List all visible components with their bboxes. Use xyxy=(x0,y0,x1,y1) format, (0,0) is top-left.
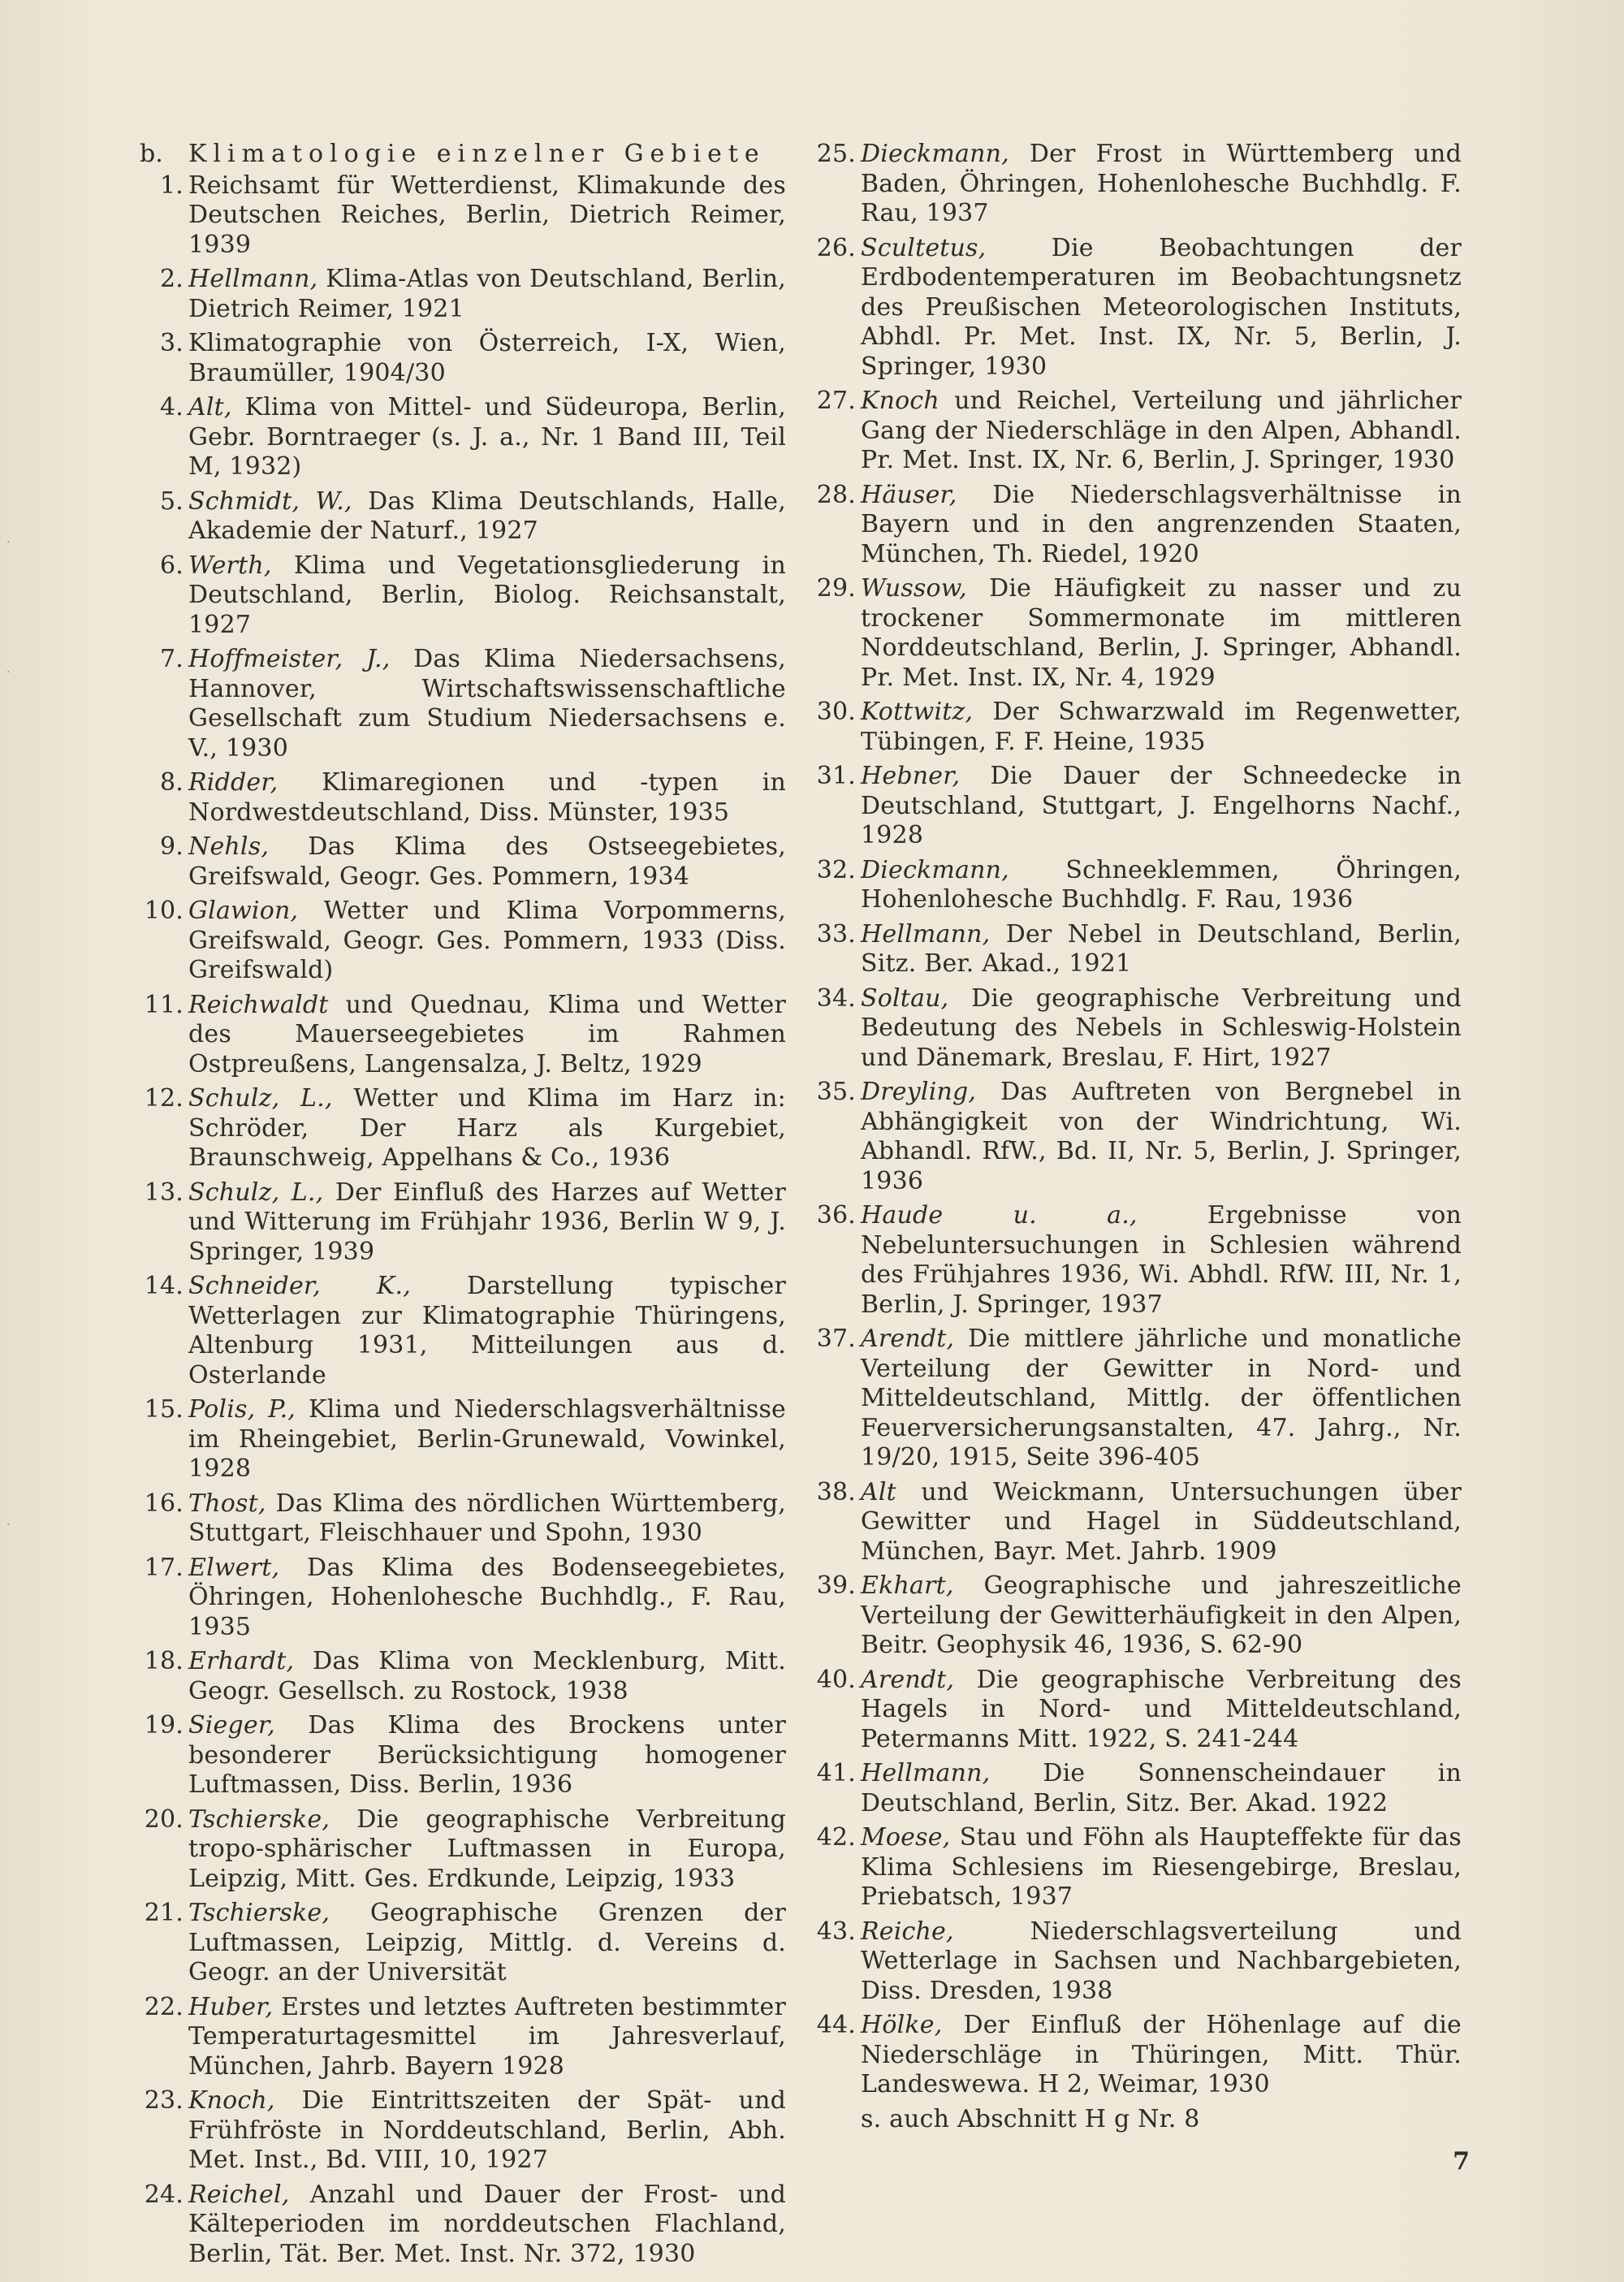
entry-number: 40. xyxy=(816,1665,856,1694)
bibliography-entry xyxy=(812,1917,1462,2007)
scan-edge-mark: · xyxy=(6,666,11,679)
entry-author: Erhardt, xyxy=(188,1647,295,1675)
entry-number: 31. xyxy=(816,762,856,790)
entry-number: 18. xyxy=(144,1647,184,1675)
bibliography-entry xyxy=(140,1084,786,1173)
section-letter: b. xyxy=(140,140,163,168)
bibliography-entry xyxy=(140,487,786,547)
bibliography-entry xyxy=(812,481,1462,570)
entry-author: Knoch xyxy=(861,387,939,415)
entry-text: Geographische Grenzen der Luftmassen, Leipzig, Mittlg. d. Vereins d. Geogr. an der Universität xyxy=(188,1899,786,1986)
entry-author: Thost, xyxy=(188,1489,266,1518)
entry-text: Die Eintrittszeiten der Spät- und Frühfröste in Norddeutschland, Berlin, Abh. Met. Inst., Bd. VIII, 10, 1927 xyxy=(188,2086,786,2174)
entry-author: Dieckmann, xyxy=(861,855,1009,884)
entry-author: Knoch, xyxy=(188,2086,275,2115)
entry-author: Tschierske, xyxy=(188,1804,330,1834)
left-bibliography-list xyxy=(140,171,786,2270)
entry-author: Schneider, K., xyxy=(188,1272,411,1300)
entry-text: Der Frost in Württemberg und Baden, Öhringen, Hohenlohesche Buchhdlg. F. Rau, 1937 xyxy=(861,140,1462,227)
entry-text: Der Schwarzwald im Regenwetter, Tübingen, F. F. Heine, 1935 xyxy=(861,698,1462,756)
bibliography-entry xyxy=(812,1666,1462,1755)
entry-text: Das Klima von Mecklenburg, Mitt. Geogr. Gesellsch. zu Rostock, 1938 xyxy=(188,1647,786,1705)
section-title: Klimatologie einzelner Gebiete xyxy=(188,140,766,168)
bibliography-entry xyxy=(140,1272,786,1390)
bibliography-entry xyxy=(140,1899,786,1988)
bibliography-entry xyxy=(140,768,786,828)
entry-author: Werth, xyxy=(188,551,272,580)
entry-author: Haude u. a., xyxy=(861,1201,1138,1230)
bibliography-entry xyxy=(812,1325,1462,1473)
entry-number: 9. xyxy=(159,832,184,861)
section-heading xyxy=(140,140,786,170)
entry-text: Klima-Atlas von Deutschland, Berlin, Dietrich Reimer, 1921 xyxy=(188,265,786,323)
entry-text: Das Klima des nördlichen Württemberg, Stuttgart, Fleischhauer und Spohn, 1930 xyxy=(188,1489,786,1547)
bibliography-entry xyxy=(140,1647,786,1706)
entry-text: Stau und Föhn als Haupteffekte für das Klima Schlesiens im Riesengebirge, Breslau, Priebatsch, 1937 xyxy=(861,1823,1462,1911)
entry-text: Geographische und jahreszeitliche Verteilung der Gewitterhäufigkeit in den Alpen, Beitr. Geophysik 46, 1936, S. 62-90 xyxy=(861,1571,1462,1659)
entry-text: Wetter und Klima Vorpommerns, Greifswald, Geogr. Ges. Pommern, 1933 (Diss. Greifswald) xyxy=(188,897,786,984)
entry-text: Das Klima Niedersachsens, Hannover, Wirtschaftswissenschaftliche Gesellschaft zum Studium Niedersachsens e. V., 1930 xyxy=(188,645,786,763)
entry-author: Soltau, xyxy=(861,983,949,1013)
bibliography-entry xyxy=(140,1993,786,2082)
entry-text: Wetter und Klima im Harz in: Schröder, Der Harz als Kurgebiet, Braunschweig, Appelhans & Co., 1936 xyxy=(188,1084,786,1172)
entry-text: Die Häufigkeit zu nasser und zu trockener Sommermonate im mittleren Norddeutschland, Berlin, J. Springer, Abhandl. Pr. Met. Inst. IX, Nr. 4, 1929 xyxy=(861,574,1462,692)
bibliography-entry xyxy=(140,329,786,388)
entry-text: Das Auftreten von Bergnebel in Abhängigkeit von der Windrichtung, Wi. Abhandl. RfW., Bd. II, Nr. 5, Berlin, J. Springer, 1936 xyxy=(861,1078,1462,1195)
scan-edge-mark: · xyxy=(6,1519,11,1532)
entry-number: 13. xyxy=(144,1178,184,1207)
entry-text: Die mittlere jährliche und monatliche Verteilung der Gewitter in Nord- und Mitteldeutschland, Mittlg. der öffentlichen Feuerversicherungsanstalten, 47. Jahrg., Nr. 19/20, 1915, Seite 396-405 xyxy=(861,1325,1462,1472)
bibliography-entry xyxy=(140,1178,786,1268)
entry-author: Schulz, L., xyxy=(188,1084,333,1113)
entry-text: Die geographische Verbreitung und Bedeutung des Nebels in Schleswig-Holstein und Dänemark, Breslau, F. Hirt, 1927 xyxy=(861,983,1462,1072)
entry-author: Häuser, xyxy=(861,480,957,509)
left-column xyxy=(140,140,786,2274)
entry-text: Der Einfluß der Höhenlage auf die Niederschläge in Thüringen, Mitt. Thür. Landeswewa. H 2, Weimar, 1930 xyxy=(861,2011,1462,2098)
scan-edge-mark: · xyxy=(6,536,11,549)
bibliography-entry xyxy=(140,1395,786,1485)
entry-author: Alt, xyxy=(188,393,232,421)
entry-author: Hellmann, xyxy=(861,1759,991,1787)
bibliography-entry xyxy=(140,645,786,763)
entry-number: 5. xyxy=(159,486,184,516)
entry-author: Hellmann, xyxy=(861,919,991,949)
entry-number: 7. xyxy=(159,645,184,673)
entry-text: Die Dauer der Schneedecke in Deutschland, Stuttgart, J. Engelhorns Nachf., 1928 xyxy=(861,762,1462,849)
entry-author: Hoffmeister, J., xyxy=(188,645,391,673)
bibliography-entry xyxy=(812,574,1462,693)
entry-number: 1. xyxy=(159,171,184,200)
entry-number: 39. xyxy=(816,1571,856,1600)
entry-author: Ridder, xyxy=(188,768,279,797)
entry-author: Moese, xyxy=(861,1823,951,1852)
entry-author: Wussow, xyxy=(861,574,967,603)
entry-number: 38. xyxy=(816,1477,856,1506)
entry-number: 27. xyxy=(816,387,856,415)
entry-text: Ergebnisse von Nebeluntersuchungen in Schlesien während des Frühjahres 1936, Wi. Abhdl. RfW. III, Nr. 1, Berlin, J. Springer, 1937 xyxy=(861,1201,1462,1319)
entry-number: 22. xyxy=(144,1992,184,2021)
bibliography-entry xyxy=(812,856,1462,915)
entry-author: Dieckmann, xyxy=(861,140,1009,168)
bibliography-entry xyxy=(812,1823,1462,1912)
entry-number: 15. xyxy=(144,1395,184,1424)
bibliography-entry xyxy=(812,984,1462,1074)
entry-number: 28. xyxy=(816,480,856,509)
bibliography-entry xyxy=(140,1805,786,1895)
entry-number: 16. xyxy=(144,1489,184,1518)
entry-number: 32. xyxy=(816,855,856,884)
entry-text: Klima von Mittel- und Südeuropa, Berlin, Gebr. Borntraeger (s. J. a., Nr. 1 Band III, Teil M, 1932) xyxy=(188,393,786,481)
bibliography-entry xyxy=(140,1489,786,1549)
entry-text: Das Klima des Ostseegebietes, Greifswald, Geogr. Ges. Pommern, 1934 xyxy=(188,832,786,891)
entry-author: Nehls, xyxy=(188,832,270,861)
entry-text: Die geographische Verbreitung tropo-sphärischer Luftmassen in Europa, Leipzig, Mitt. Ges. Erdkunde, Leipzig, 1933 xyxy=(188,1804,786,1893)
entry-author: Reiche, xyxy=(861,1917,954,1946)
entry-number: 26. xyxy=(816,233,856,262)
bibliography-entry xyxy=(812,1571,1462,1661)
entry-text: und Quednau, Klima und Wetter des Mauerseegebietes im Rahmen Ostpreußens, Langensalza, J. Beltz, 1929 xyxy=(188,990,786,1078)
entry-text: Klima und Vegetationsgliederung in Deutschland, Berlin, Biolog. Reichsanstalt, 1927 xyxy=(188,551,786,639)
entry-text: Der Einfluß des Harzes auf Wetter und Witterung im Frühjahr 1936, Berlin W 9, J. Springer, 1939 xyxy=(188,1178,786,1266)
entry-number: 14. xyxy=(144,1272,184,1300)
entry-number: 12. xyxy=(144,1084,184,1113)
bibliography-entry xyxy=(812,920,1462,979)
entry-author: Hölke, xyxy=(861,2011,943,2039)
entry-author: Polis, P., xyxy=(188,1395,296,1424)
entry-text: Reichsamt für Wetterdienst, Klimakunde des Deutschen Reiches, Berlin, Dietrich Reimer, 1939 xyxy=(188,171,786,259)
entry-number: 24. xyxy=(144,2180,184,2209)
entry-author: Alt xyxy=(861,1477,896,1506)
entry-text: Schneeklemmen, Öhringen, Hohenlohesche Buchhdlg. F. Rau, 1936 xyxy=(861,855,1462,914)
entry-number: 25. xyxy=(816,140,856,168)
bibliography-entry xyxy=(140,393,786,482)
bibliography-entry xyxy=(812,140,1462,229)
page-number: 7 xyxy=(1453,2147,1470,2176)
entry-author: Schmidt, W., xyxy=(188,486,352,516)
bibliography-entry xyxy=(812,234,1462,382)
entry-text: Niederschlagsverteilung und Wetterlage in Sachsen und Nachbargebieten, Diss. Dresden, 1938 xyxy=(861,1917,1462,2005)
entry-author: Kottwitz, xyxy=(861,698,974,726)
entry-text: Anzahl und Dauer der Frost- und Kälteperioden im norddeutschen Flachland, Berlin, Tät. Ber. Met. Inst. Nr. 372, 1930 xyxy=(188,2180,786,2268)
entry-number: 19. xyxy=(144,1711,184,1740)
bibliography-entry xyxy=(140,265,786,324)
bibliography-entry xyxy=(140,2086,786,2176)
entry-text: und Reichel, Verteilung und jährlicher Gang der Niederschläge in den Alpen, Abhandl. Pr. Met. Inst. IX, Nr. 6, Berlin, J. Springer, 1930 xyxy=(861,387,1462,474)
entry-text: Klimaregionen und -typen in Nordwestdeutschland, Diss. Münster, 1935 xyxy=(188,768,786,827)
entry-number: 20. xyxy=(144,1804,184,1834)
entry-text: Das Klima des Brockens unter besonderer Berücksichtigung homogener Luftmassen, Diss. Berlin, 1936 xyxy=(188,1711,786,1799)
bibliography-entry xyxy=(140,897,786,986)
entry-text: Die Beobachtungen der Erdbodentemperaturen im Beobachtungsnetz des Preußischen Meteorologischen Instituts, Abhdl. Pr. Met. Inst. IX, Nr. 5, Berlin, J. Springer, 1930 xyxy=(861,233,1462,381)
bibliography-entry xyxy=(140,1711,786,1800)
entry-number: 42. xyxy=(816,1823,856,1852)
entry-number: 10. xyxy=(144,897,184,925)
bibliography-entry xyxy=(140,832,786,892)
right-column xyxy=(812,140,1462,2134)
entry-text: Klima und Niederschlagsverhältnisse im Rheingebiet, Berlin-Grunewald, Vowinkel, 1928 xyxy=(188,1395,786,1483)
entry-number: 6. xyxy=(159,551,184,580)
bibliography-entry xyxy=(140,991,786,1080)
entry-number: 29. xyxy=(816,574,856,603)
entry-number: 11. xyxy=(144,990,184,1019)
entry-number: 23. xyxy=(144,2086,184,2115)
bibliography-entry xyxy=(812,698,1462,757)
entry-text: Das Klima Deutschlands, Halle, Akademie der Naturf., 1927 xyxy=(188,486,786,545)
entry-author: Elwert, xyxy=(188,1553,280,1582)
bibliography-entry xyxy=(140,551,786,641)
entry-text: Die geographische Verbreitung des Hagels in Nord- und Mitteldeutschland, Petermanns Mitt. 1922, S. 241-244 xyxy=(861,1665,1462,1753)
entry-text: Erstes und letztes Auftreten bestimmter Temperaturtagesmittel im Jahresverlauf, München, Jahrb. Bayern 1928 xyxy=(188,1992,786,2081)
entry-author: Sieger, xyxy=(188,1711,275,1740)
entry-number: 34. xyxy=(816,983,856,1013)
bibliography-entry xyxy=(812,1478,1462,1567)
bibliography-entry xyxy=(812,1759,1462,1818)
bibliography-entry xyxy=(140,171,786,261)
entry-number: 3. xyxy=(159,329,184,357)
entry-text: Die Sonnenscheindauer in Deutschland, Berlin, Sitz. Ber. Akad. 1922 xyxy=(861,1759,1462,1817)
entry-author: Dreyling, xyxy=(861,1078,977,1106)
entry-author: Arendt, xyxy=(861,1665,955,1694)
entry-author: Tschierske, xyxy=(188,1899,330,1927)
bibliography-entry xyxy=(140,1554,786,1643)
entry-number: 4. xyxy=(159,393,184,421)
entry-number: 35. xyxy=(816,1078,856,1106)
right-bibliography-list xyxy=(812,140,1462,2100)
entry-number: 2. xyxy=(159,265,184,293)
entry-author: Hebner, xyxy=(861,762,961,790)
entry-author: Reichwaldt xyxy=(188,990,329,1019)
bibliography-entry xyxy=(812,2011,1462,2100)
entry-number: 30. xyxy=(816,698,856,726)
entry-number: 17. xyxy=(144,1553,184,1582)
bibliography-entry xyxy=(812,387,1462,476)
bibliography-entry xyxy=(140,2180,786,2270)
entry-author: Hellmann, xyxy=(188,265,318,293)
bibliography-entry xyxy=(812,762,1462,851)
entry-number: 44. xyxy=(816,2011,856,2039)
entry-text: Die Niederschlagsverhältnisse in Bayern und in den angrenzenden Staaten, München, Th. Riedel, 1920 xyxy=(861,480,1462,568)
entry-number: 8. xyxy=(159,768,184,797)
entry-text: und Weickmann, Untersuchungen über Gewitter und Hagel in Süddeutschland, München, Bayr. Met. Jahrb. 1909 xyxy=(861,1477,1462,1566)
entry-author: Reichel, xyxy=(188,2180,290,2209)
entry-number: 21. xyxy=(144,1899,184,1927)
entry-number: 41. xyxy=(816,1759,856,1787)
bibliography-entry xyxy=(812,1078,1462,1196)
entry-author: Glawion, xyxy=(188,897,299,925)
entry-text: Darstellung typischer Wetterlagen zur Klimatographie Thüringens, Altenburg 1931, Mitteilungen aus d. Osterlande xyxy=(188,1272,786,1390)
entry-number: 36. xyxy=(816,1201,856,1230)
entry-author: Arendt, xyxy=(861,1325,955,1353)
entry-number: 37. xyxy=(816,1325,856,1353)
entry-author: Schulz, L., xyxy=(188,1178,324,1207)
entry-number: 43. xyxy=(816,1917,856,1946)
entry-author: Scultetus, xyxy=(861,233,987,262)
entry-text: Klimatographie von Österreich, I-X, Wien, Braumüller, 1904/30 xyxy=(188,329,786,387)
see-also-note: s. auch Abschnitt H g Nr. 8 xyxy=(861,2104,1200,2133)
bibliography-entry xyxy=(812,1201,1462,1320)
entry-author: Huber, xyxy=(188,1992,274,2021)
entry-text: Der Nebel in Deutschland, Berlin, Sitz. Ber. Akad., 1921 xyxy=(861,919,1462,978)
entry-author: Ekhart, xyxy=(861,1571,954,1600)
entry-text: Das Klima des Bodenseegebietes, Öhringen, Hohenlohesche Buchhdlg., F. Rau, 1935 xyxy=(188,1553,786,1641)
entry-number: 33. xyxy=(816,919,856,949)
